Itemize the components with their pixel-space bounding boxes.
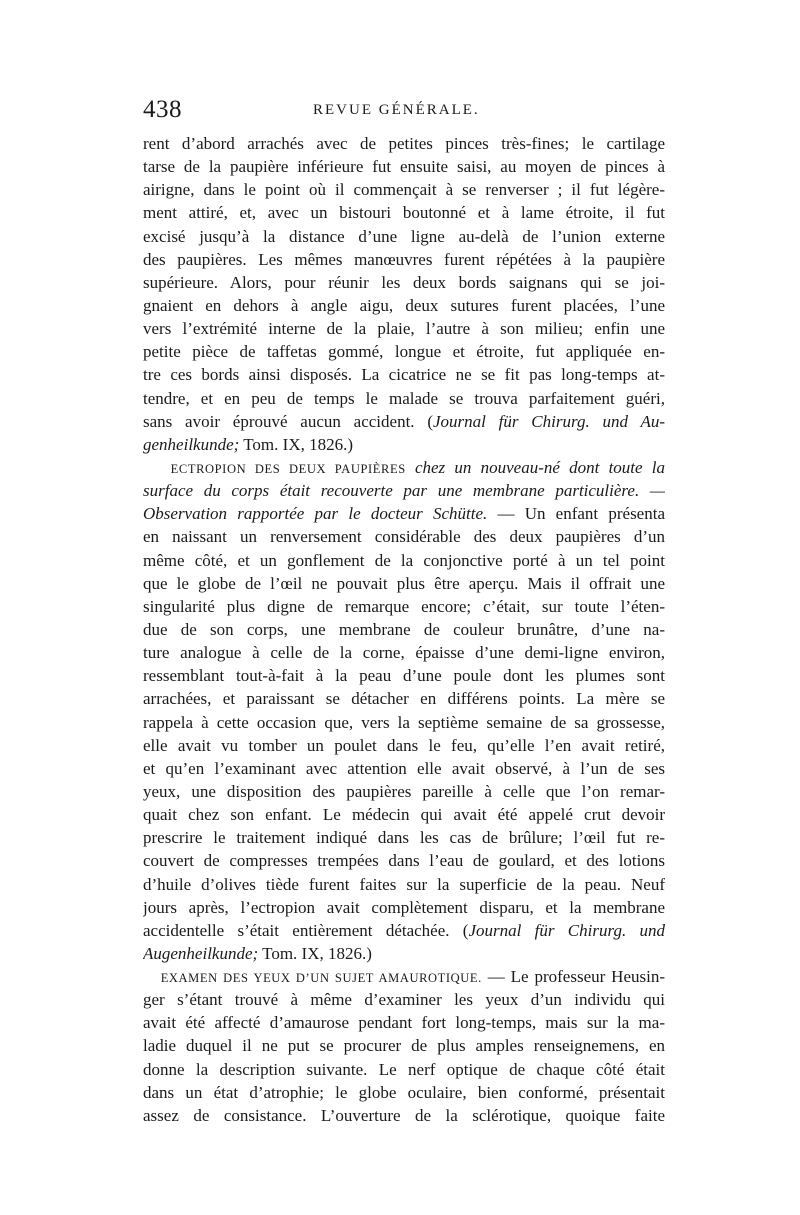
citation-journal: genheilkunde; bbox=[143, 434, 240, 454]
section-title: ECTROPION DES DEUX PAUPIÈRES bbox=[170, 461, 406, 476]
text-line: prescrire le traitement indiqué dans les cas de brûlure; l’œil fut re- bbox=[143, 828, 665, 848]
text-line: vers l’extrémité interne de la plaie, l’autre à son milieu; enfin une bbox=[143, 319, 665, 339]
text-line: arrachées, et paraissant se détacher en différens points. La mère se bbox=[143, 689, 665, 709]
text-line: avait été affecté d’amaurose pendant fort long-temps, mais sur la ma- bbox=[143, 1013, 665, 1033]
citation-journal: Journal für Chirurg. und bbox=[468, 920, 665, 940]
text-line: en naissant un renversement considérable des deux paupières d’un bbox=[143, 527, 665, 547]
section-heading-line bbox=[143, 456, 665, 479]
text-line: petite pièce de taffetas gommé, longue et étroite, fut appliquée en- bbox=[143, 342, 665, 362]
text-line bbox=[143, 502, 665, 525]
text-line: excisé jusqu’à la distance d’une ligne au-delà de l’union externe bbox=[143, 226, 665, 246]
text-line: et qu’en l’examinant avec attention elle avait observé, à l’un de ses bbox=[143, 758, 665, 778]
text-line: gnaient en dehors à angle aigu, deux sutures furent placées, l’une bbox=[143, 295, 665, 315]
text-line: ladie duquel il ne put se procurer de plus amples renseignemens, en bbox=[143, 1036, 665, 1056]
section-title-italic: surface du corps était recouverte par une membrane particulière. — bbox=[143, 481, 665, 501]
text-line: supérieure. Alors, pour réunir les deux bords saignans qui se joi- bbox=[143, 272, 665, 292]
citation-reference: Tom. IX, 1826.) bbox=[258, 943, 372, 963]
page-number: 438 bbox=[143, 96, 182, 123]
running-head: REVUE GÉNÉRALE. bbox=[313, 102, 480, 118]
section-heading-line bbox=[143, 965, 665, 988]
page-header bbox=[143, 96, 665, 130]
text-line: yeux, une disposition des paupières pareille à celle que l’on remar- bbox=[143, 781, 665, 801]
text-line: elle avait vu tomber un poulet dans le feu, qu’elle l’en avait retiré, bbox=[143, 735, 665, 755]
text-segment: — Le professeur Heusin- bbox=[481, 967, 665, 987]
text-line: ture analogue à celle de la corne, épaisse d’une demi-ligne environ, bbox=[143, 643, 665, 663]
text-line: donne la description suivante. Le nerf optique de chaque côté était bbox=[143, 1059, 665, 1079]
text-line: même côté, et un gonflement de la conjonctive porté à un tel point bbox=[143, 550, 665, 570]
text-line: due de son corps, une membrane de couleur brunâtre, d’une na- bbox=[143, 619, 665, 639]
text-line: ressemblant tout-à-fait à la peau d’une poule dont les plumes sont bbox=[143, 666, 665, 686]
text-line: singularité plus digne de remarque encore; c’était, sur toute l’éten- bbox=[143, 596, 665, 616]
section-title: EXAMEN DES YEUX D’UN SUJET AMAUROTIQUE. bbox=[160, 971, 482, 986]
citation-open: accidentelle s’était entièrement détachée. ( bbox=[143, 920, 469, 940]
citation-journal: Augenheilkunde; bbox=[143, 943, 259, 963]
text-line bbox=[143, 479, 665, 502]
text-line: airigne, dans le point où il commençait à se renverser ; il fut légère- bbox=[143, 180, 665, 200]
text-line: couvert de compresses trempées dans l’eau de goulard, et des lotions bbox=[143, 851, 665, 871]
citation-open: sans avoir éprouvé aucun accident. ( bbox=[143, 411, 433, 431]
text-line: tarse de la paupière inférieure fut ensuite saisi, au moyen de pinces à bbox=[143, 157, 665, 177]
text-line: rappela à cette occasion que, vers la septième semaine de sa grossesse, bbox=[143, 712, 665, 732]
text-line: ment attiré, et, avec un bistouri boutonné et à lame étroite, il fut bbox=[143, 203, 665, 223]
citation-reference: Tom. IX, 1826.) bbox=[239, 434, 354, 454]
text-line bbox=[143, 433, 665, 456]
observation-attribution: Observation rapportée par le docteur Schütte. bbox=[143, 504, 488, 524]
text-line: des paupières. Les mêmes manœuvres furent répétées à la paupière bbox=[143, 249, 665, 269]
body-text bbox=[143, 132, 665, 1127]
text-line: d’huile d’olives tiède furent faites sur la superficie de la peau. Neuf bbox=[143, 874, 665, 894]
text-line: tendre, et en peu de temps le malade se trouva parfaitement guéri, bbox=[143, 388, 665, 408]
text-line: que le globe de l’œil ne pouvait plus être aperçu. Mais il offrait une bbox=[143, 573, 665, 593]
text-line: ger s’étant trouvé à même d’examiner les yeux d’un individu qui bbox=[143, 990, 665, 1010]
text-line: assez de consistance. L’ouverture de la sclérotique, quoique faite bbox=[143, 1105, 665, 1125]
section-title-italic: chez un nouveau-né dont toute la bbox=[405, 457, 665, 477]
text-line bbox=[143, 410, 665, 433]
text-line: dans un état d’atrophie; le globe oculaire, bien conformé, présentait bbox=[143, 1082, 665, 1102]
text-line: tre ces bords ainsi disposés. La cicatrice ne se fit pas long-temps at- bbox=[143, 365, 665, 385]
text-line: jours après, l’ectropion avait complètement disparu, et la membrane bbox=[143, 897, 665, 917]
text-segment: — Un enfant présenta bbox=[487, 504, 665, 524]
citation-journal: Journal für Chirurg. und Au- bbox=[433, 411, 665, 431]
text-line bbox=[143, 919, 665, 942]
text-line: rent d’abord arrachés avec de petites pinces très-fines; le cartilage bbox=[143, 134, 665, 153]
text-line: quait chez son enfant. Le médecin qui avait été appelé crut devoir bbox=[143, 805, 665, 825]
text-line bbox=[143, 942, 665, 965]
